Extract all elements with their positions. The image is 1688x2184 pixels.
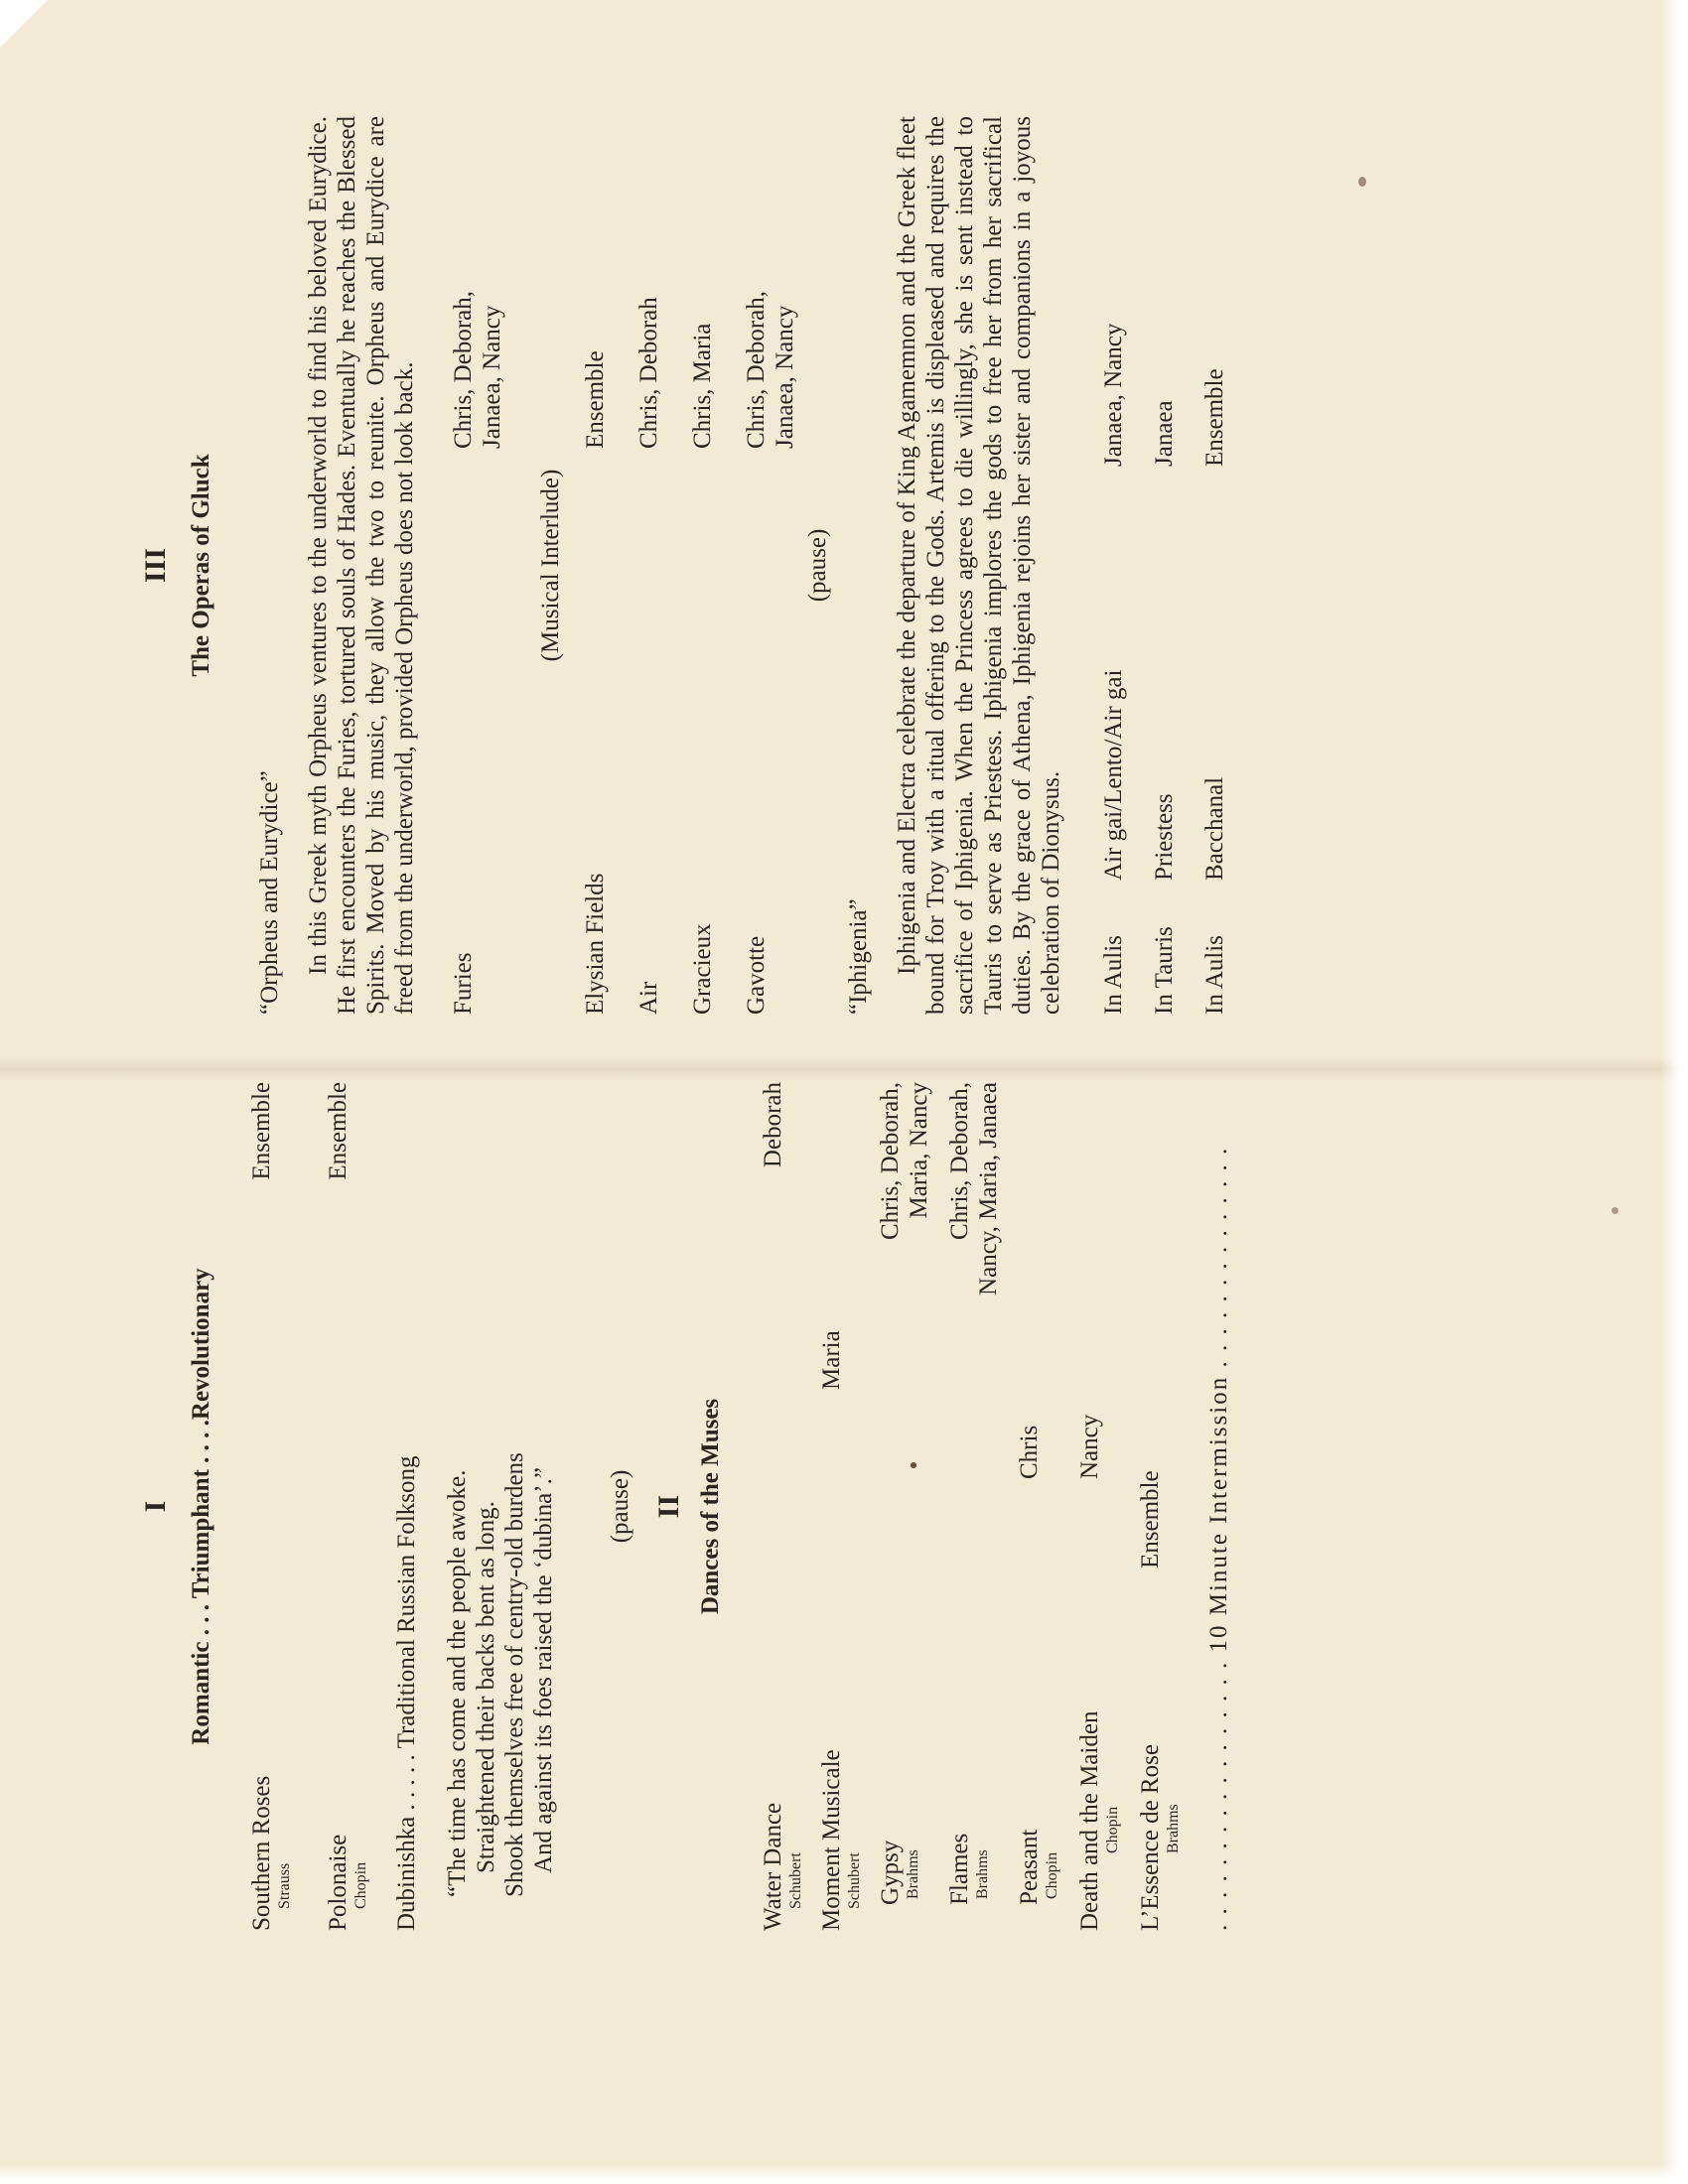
quote-line: And against its foes raised the ‘dubina’.” xyxy=(530,1467,557,1873)
composer-name: Schubert xyxy=(846,1852,863,1909)
paper-edge xyxy=(1660,0,1688,2184)
program-item xyxy=(634,116,663,1015)
section-numeral: II xyxy=(652,1494,685,1519)
pause-label: (pause) xyxy=(804,528,831,603)
composer-name: Chopin xyxy=(1104,1806,1121,1853)
quote-line: “The time has come and the people awoke. xyxy=(444,1469,471,1897)
program-item xyxy=(759,1082,805,1931)
pause-label: (pause) xyxy=(607,1469,633,1544)
dance-name-group xyxy=(324,1320,370,1931)
dance-cast: Ensemble xyxy=(1201,368,1228,467)
paper-edge-bottom xyxy=(0,2164,1688,2184)
dance-cast: Janaea, Nancy xyxy=(1100,323,1127,467)
program-item xyxy=(324,1082,370,1931)
folksong-quote xyxy=(443,1082,558,1897)
dance-name: Water Dance xyxy=(760,1802,786,1931)
dance-name: Gavotte xyxy=(743,935,770,1015)
iphigenia-program xyxy=(1099,116,1229,1015)
cast-line: Janaea, Nancy xyxy=(479,305,505,449)
opera-title: “Orpheus and Eurydice” xyxy=(256,770,283,1015)
program-item xyxy=(945,1082,1003,1931)
dance-cast: Chris xyxy=(1016,1425,1043,1479)
program-item xyxy=(247,1082,294,1931)
program-item xyxy=(876,1082,933,1931)
cast-line: Chris, Deborah, xyxy=(946,1082,973,1240)
dance-name-group xyxy=(1075,1479,1122,1931)
cast-line: Nancy, Maria, Janaea xyxy=(975,1082,1002,1296)
dance-name: Moment Musicale xyxy=(818,1749,845,1931)
program-item xyxy=(817,1082,864,1931)
composer-name: Chopin xyxy=(352,1861,369,1909)
dance-cast: Nancy xyxy=(1076,1414,1103,1479)
cast-line: Chris, Deborah, xyxy=(450,291,477,449)
scene-place: In Aulis xyxy=(1201,935,1228,1015)
opera-title: “Iphigenia” xyxy=(845,898,872,1015)
dance-name: L’Essence de Rose xyxy=(1137,1744,1164,1931)
dance-cast: Ensemble xyxy=(248,1082,275,1180)
dance-cast: Chris, Maria xyxy=(689,323,716,449)
dance-cast: Deborah xyxy=(760,1082,786,1168)
scene-place: In Tauris xyxy=(1151,926,1178,1015)
section-title: Romantic . . . Triumphant . . . .Revolutionary xyxy=(188,1268,214,1745)
dance-name-group xyxy=(1015,1479,1061,1931)
dance-cast: Ensemble xyxy=(582,350,609,449)
program-item xyxy=(1200,116,1229,1015)
composer-name: Strauss xyxy=(276,1862,293,1909)
opera-synopsis: Iphigenia and Electra celebrate the departure of King Agamemnon and the Greek fleet bound for Troy with a ritual offering to the Gods. Artemis is displeased and requires the sacrifice of Iphigenia. When the Princess agrees to die willingly, she is sent instead to Tauris to serve as Priestess. Iphigenia implores the gods to free her from her sacrifical duties. By the grace of Athena, Iphigenia rejoins her sister and companions in a joyous celebration of Dionysus. xyxy=(894,116,1064,1015)
dance-name: Flames xyxy=(946,1833,973,1905)
program-item xyxy=(742,116,799,1015)
dance-cast xyxy=(742,116,799,449)
section-numeral: I xyxy=(139,1500,172,1513)
composer-name: Brahms xyxy=(974,1849,991,1899)
dance-name: Gracieux xyxy=(689,923,716,1015)
program-item xyxy=(1075,1082,1122,1931)
program-page-operas xyxy=(139,116,1228,1015)
dance-name-group xyxy=(817,1390,864,1931)
program-page-romantic-muses xyxy=(139,1082,1232,1931)
scene-piece: Air gai/Lento/Air gai xyxy=(1100,669,1127,881)
cast-line: Chris, Deborah, xyxy=(877,1082,904,1240)
dance-name: Polonaise xyxy=(325,1834,352,1931)
cast-line: Janaea, Nancy xyxy=(772,305,798,449)
dance-cast: Maria xyxy=(818,1330,845,1390)
dance-cast: Chris, Deborah xyxy=(635,297,662,449)
composer-name: Schubert xyxy=(787,1852,804,1909)
composer-name: Chopin xyxy=(1044,1851,1060,1899)
dance-name: Death and the Maiden xyxy=(1076,1710,1103,1931)
dance-name-group xyxy=(945,1479,992,1931)
dance-name-group xyxy=(876,1479,922,1931)
dance-name-group xyxy=(759,1380,805,1931)
folded-corner xyxy=(0,0,48,48)
dance-cast xyxy=(876,1082,933,1479)
dance-name: Southern Roses xyxy=(248,1775,275,1931)
dance-name-group xyxy=(1136,1569,1183,1931)
dance-name: Gypsy xyxy=(877,1840,904,1905)
program-item xyxy=(1136,1082,1183,1931)
composer-name: Brahms xyxy=(905,1849,921,1899)
quote-line: Shook themselves free of centry-old burdens xyxy=(501,1452,528,1897)
program-item xyxy=(1015,1082,1061,1931)
dance-name: Peasant xyxy=(1016,1829,1043,1905)
program-item xyxy=(1099,116,1128,1015)
dance-name-group xyxy=(247,1320,294,1931)
intermission-line: . . . . . . . . . . . . . . . . . 10 Minute Intermission . . . . . . . . . . . . . . xyxy=(1205,1146,1232,1931)
dance-name: Dubinishka . . . . . Traditional Russian Folksong xyxy=(393,1455,420,1931)
quote-line: Straightened their backs bent as long. xyxy=(473,1501,499,1873)
composer-name: Brahms xyxy=(1165,1804,1182,1853)
interlude-label: (Musical Interlude) xyxy=(537,469,564,662)
program-item xyxy=(581,116,610,1015)
dance-cast: Ensemble xyxy=(325,1082,352,1180)
paper-speck xyxy=(1612,1207,1618,1214)
cast-line: Chris, Deborah, xyxy=(743,291,770,449)
dance-name: Elysian Fields xyxy=(582,873,609,1015)
dance-cast: Ensemble xyxy=(1137,1470,1164,1569)
scene-piece: Bacchanal xyxy=(1201,776,1228,881)
scene-place: In Aulis xyxy=(1100,935,1127,1015)
dance-name: Furies xyxy=(450,952,477,1015)
program-item xyxy=(688,116,717,1015)
program-item xyxy=(1150,116,1179,1015)
paper-speck xyxy=(1358,177,1366,187)
dance-name: Air xyxy=(635,981,662,1015)
dance-cast xyxy=(945,1082,1003,1479)
scene-piece: Priestess xyxy=(1151,793,1178,881)
opera-synopsis: In this Greek myth Orpheus ventures to the underworld to find his beloved Eurydice. He first encounters the Furies, tortured souls of Hades. Eventually he reaches the Blessed Spirits. Moved by his music, they allow the two to reunite. Orpheus and Eurydice are freed from the underworld, provided Orpheus does not look back. xyxy=(305,116,418,1015)
page-fold xyxy=(0,1056,1688,1082)
section-numeral: III xyxy=(139,547,172,584)
section-title: The Operas of Gluck xyxy=(188,454,214,677)
program-item xyxy=(449,116,506,1015)
dance-cast xyxy=(449,116,506,449)
cast-line: Maria, Nancy xyxy=(906,1082,932,1219)
dance-cast: Janaea xyxy=(1151,400,1178,467)
section-title: Dances of the Muses xyxy=(697,1398,724,1615)
